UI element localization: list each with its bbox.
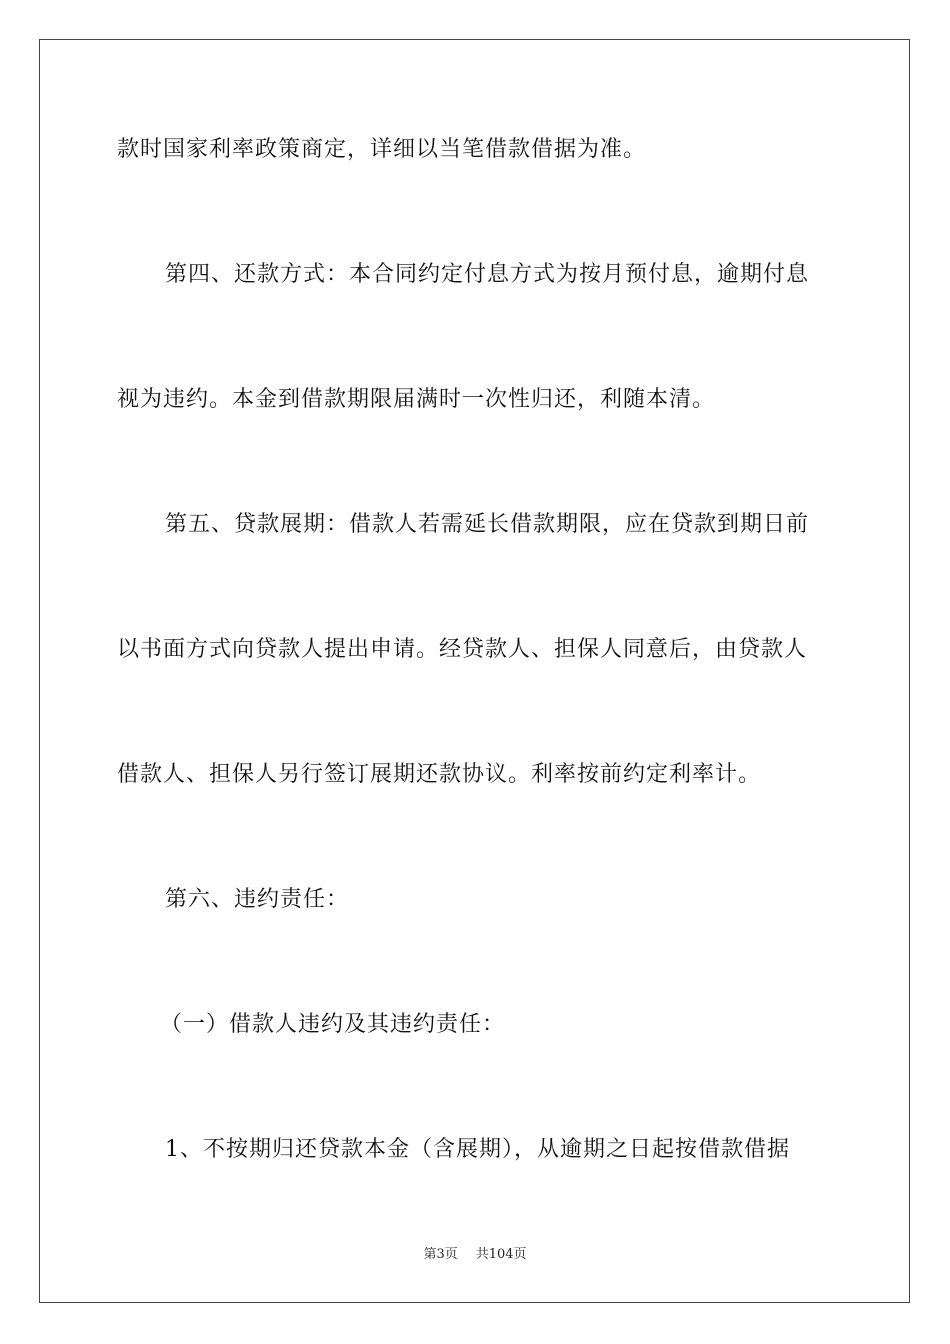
text-line-7: 第六、违约责任： bbox=[165, 887, 350, 912]
text-line-6: 借款人、担保人另行签订展期还款协议。利率按前约定利率计。 bbox=[117, 762, 762, 787]
text-line-2: 第四、还款方式：本合同约定付息方式为按月预付息，逾期付息 bbox=[165, 262, 810, 287]
text-line-4: 第五、贷款展期：借款人若需延长借款期限，应在贷款到期日前 bbox=[165, 512, 810, 537]
text-line-9: 1、不按期归还贷款本金（含展期），从逾期之日起按借款借据 bbox=[165, 1137, 790, 1162]
page-number: 第3页 bbox=[423, 1247, 458, 1262]
text-line-8: （一）借款人违约及其违约责任： bbox=[160, 1012, 506, 1037]
total-pages: 共104页 bbox=[475, 1247, 527, 1262]
page-footer bbox=[0, 1247, 950, 1263]
page-border bbox=[39, 39, 910, 1303]
text-line-1: 款时国家利率政策商定，详细以当笔借款借据为准。 bbox=[117, 137, 647, 162]
text-line-5: 以书面方式向贷款人提出申请。经贷款人、担保人同意后，由贷款人 bbox=[117, 637, 808, 662]
text-line-3: 视为违约。本金到借款期限届满时一次性归还，利随本清。 bbox=[117, 387, 716, 412]
